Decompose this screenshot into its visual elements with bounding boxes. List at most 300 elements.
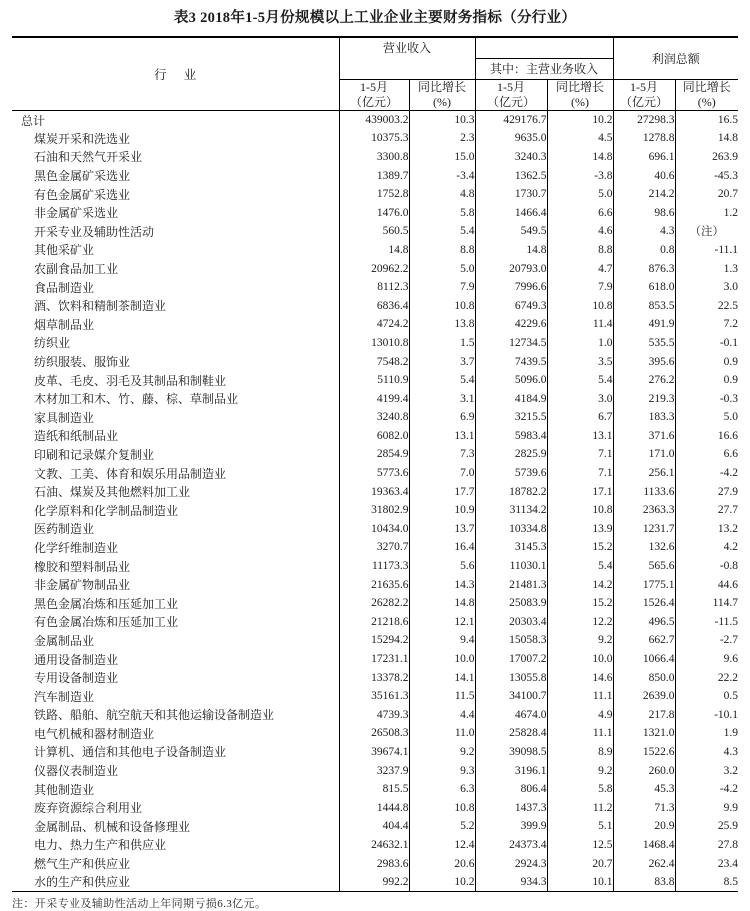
row-profit-value: 371.6 [613,427,675,446]
table-row [12,241,738,260]
row-profit-growth: -0.8 [675,557,738,576]
row-revenue-value: 39674.1 [339,743,409,762]
table-row [12,334,738,353]
row-revenue-growth: 7.9 [409,278,475,297]
row-profit-value: 1278.8 [613,129,675,148]
row-revenue-growth: 10.8 [409,296,475,315]
row-profit-growth: -4.2 [675,780,738,799]
row-profit-value: 214.2 [613,185,675,204]
row-main-revenue-growth: 4.5 [547,129,613,148]
row-profit-growth: 9.9 [675,798,738,817]
table-row [12,501,738,520]
row-profit-growth: 6.6 [675,445,738,464]
row-revenue-growth: 20.6 [409,854,475,873]
row-revenue-growth: 17.7 [409,482,475,501]
row-main-revenue-growth: 14.2 [547,575,613,594]
row-industry-name: 医药制造业 [34,522,95,537]
header-group-row [12,37,738,59]
row-profit-growth: 1.9 [675,724,738,743]
row-industry-name: 酒、饮料和精制茶制造业 [34,299,167,314]
row-main-revenue-growth: 13.1 [547,427,613,446]
header-col-revenue-growth-line1: 同比增长 [418,80,467,94]
header-col-main-growth-line1: 同比增长 [556,80,605,94]
row-industry-name: 化学原料和化学制品制造业 [34,503,179,518]
table-row [12,780,738,799]
row-profit-growth: 27.8 [675,836,738,855]
row-revenue-growth: 5.2 [409,817,475,836]
row-profit-growth: （注） [675,222,738,241]
row-revenue-value: 1476.0 [339,203,409,222]
row-profit-value: 4.3 [613,222,675,241]
row-profit-value: 98.6 [613,203,675,222]
row-main-revenue-value: 2825.9 [475,445,547,464]
row-main-revenue-growth: 12.2 [547,613,613,632]
table-row [12,631,738,650]
row-main-revenue-growth: -3.8 [547,166,613,185]
row-main-revenue-value: 25083.9 [475,594,547,613]
row-profit-value: 171.0 [613,445,675,464]
table-row [12,296,738,315]
row-main-revenue-value: 3145.3 [475,538,547,557]
table-row [12,575,738,594]
row-main-revenue-value: 31134.2 [475,501,547,520]
row-revenue-growth: 6.9 [409,408,475,427]
row-revenue-growth: 9.4 [409,631,475,650]
row-industry-name: 石油、煤炭及其他燃料加工业 [34,485,191,500]
row-main-revenue-growth: 5.1 [547,817,613,836]
header-col-profit-growth [675,80,738,111]
row-profit-growth: 23.4 [675,854,738,873]
row-revenue-value: 2854.9 [339,445,409,464]
row-main-revenue-growth: 15.2 [547,594,613,613]
row-profit-value: 618.0 [613,278,675,297]
table-row [12,761,738,780]
row-profit-growth: -2.7 [675,631,738,650]
row-main-revenue-value: 25828.4 [475,724,547,743]
row-revenue-value: 15294.2 [339,631,409,650]
header-col-main-growth [547,80,613,111]
table-row [12,445,738,464]
table-row [12,724,738,743]
row-industry-name: 计算机、通信和其他电子设备制造业 [34,745,227,760]
row-profit-value: 2639.0 [613,687,675,706]
row-main-revenue-value: 24373.4 [475,836,547,855]
row-main-revenue-value: 39098.5 [475,743,547,762]
row-main-revenue-growth: 14.8 [547,148,613,167]
row-revenue-growth: 14.8 [409,594,475,613]
row-profit-growth: 22.5 [675,296,738,315]
row-main-revenue-value: 12734.5 [475,334,547,353]
row-profit-growth: 4.2 [675,538,738,557]
row-main-revenue-growth: 4.9 [547,706,613,725]
row-main-revenue-growth: 17.1 [547,482,613,501]
row-profit-value: 1133.6 [613,482,675,501]
row-profit-value: 45.3 [613,780,675,799]
row-revenue-growth: 5.8 [409,203,475,222]
row-main-revenue-value: 34100.7 [475,687,547,706]
row-profit-growth: 8.5 [675,873,738,892]
row-industry-name: 烟草制品业 [34,317,95,332]
row-main-revenue-growth: 11.4 [547,315,613,334]
row-revenue-value: 13378.2 [339,668,409,687]
row-main-revenue-value: 21481.3 [475,575,547,594]
row-revenue-growth: 6.3 [409,780,475,799]
row-main-revenue-growth: 3.0 [547,389,613,408]
header-col-profit-growth-unit: (%) [697,95,716,109]
row-revenue-growth: 16.4 [409,538,475,557]
row-revenue-value: 1752.8 [339,185,409,204]
row-industry-name: 铁路、船舶、航空航天和其他运输设备制造业 [34,708,275,723]
table-header [12,37,738,111]
row-revenue-value: 10434.0 [339,520,409,539]
row-industry-name: 纺织服装、服饰业 [34,355,131,370]
table-row [12,650,738,669]
row-profit-growth: 0.9 [675,371,738,390]
row-profit-growth: -45.3 [675,166,738,185]
table-row [12,259,738,278]
row-revenue-growth: 11.0 [409,724,475,743]
row-main-revenue-growth: 5.0 [547,185,613,204]
row-profit-value: 1468.4 [613,836,675,855]
row-industry-name: 食品制造业 [34,280,95,295]
header-col-profit-period [613,80,675,111]
row-profit-growth: -10.1 [675,706,738,725]
row-profit-value: 71.3 [613,798,675,817]
row-revenue-value: 10375.3 [339,129,409,148]
row-revenue-value: 1444.8 [339,798,409,817]
row-revenue-value: 19363.4 [339,482,409,501]
row-revenue-value: 7548.2 [339,352,409,371]
table-row [12,129,738,148]
row-revenue-growth: 10.0 [409,650,475,669]
row-revenue-value: 815.5 [339,780,409,799]
row-industry-name: 通用设备制造业 [34,652,119,667]
row-main-revenue-value: 1466.4 [475,203,547,222]
table-row [12,111,738,130]
row-industry-name: 黑色金属冶炼和压延加工业 [34,596,179,611]
row-revenue-value: 31802.9 [339,501,409,520]
row-profit-value: 276.2 [613,371,675,390]
row-main-revenue-value: 6749.3 [475,296,547,315]
table-row [12,594,738,613]
row-revenue-value: 439003.2 [339,111,409,130]
header-col-revenue-period [339,80,409,111]
table-row [12,166,738,185]
row-profit-growth: -0.1 [675,334,738,353]
table-row [12,408,738,427]
row-profit-value: 1522.6 [613,743,675,762]
row-main-revenue-value: 14.8 [475,241,547,260]
row-main-revenue-value: 806.4 [475,780,547,799]
row-revenue-value: 4724.2 [339,315,409,334]
table-row [12,798,738,817]
row-industry-name: 家具制造业 [34,410,95,425]
row-main-revenue-value: 15058.3 [475,631,547,650]
row-main-revenue-value: 934.3 [475,873,547,892]
row-revenue-value: 2983.6 [339,854,409,873]
header-col-main-period [475,80,547,111]
header-group-total-profit: 利润总额 [613,37,738,80]
header-operating-revenue-spacer [339,59,475,80]
row-industry-name: 木材加工和木、竹、藤、棕、草制品业 [34,392,239,407]
row-industry-name: 废弃资源综合利用业 [34,801,143,816]
row-industry-name: 电力、热力生产和供应业 [34,838,167,853]
row-profit-value: 876.3 [613,259,675,278]
row-industry-name: 煤炭开采和洗选业 [34,131,131,146]
row-main-revenue-growth: 8.8 [547,241,613,260]
row-main-revenue-value: 13055.8 [475,668,547,687]
row-revenue-value: 24632.1 [339,836,409,855]
row-industry-name: 开采专业及辅助性活动 [34,224,155,239]
row-main-revenue-value: 1730.7 [475,185,547,204]
row-main-revenue-growth: 7.9 [547,278,613,297]
row-revenue-value: 3270.7 [339,538,409,557]
row-main-revenue-value: 7439.5 [475,352,547,371]
row-revenue-growth: 10.2 [409,873,475,892]
row-revenue-growth: 12.4 [409,836,475,855]
row-revenue-value: 3237.9 [339,761,409,780]
row-industry-name: 橡胶和塑料制品业 [34,559,131,574]
row-industry-name: 黑色金属矿采选业 [34,169,131,184]
row-main-revenue-value: 4674.0 [475,706,547,725]
row-revenue-value: 21635.6 [339,575,409,594]
row-revenue-growth: 13.1 [409,427,475,446]
row-profit-growth: 20.7 [675,185,738,204]
row-profit-value: 1321.0 [613,724,675,743]
row-profit-value: 132.6 [613,538,675,557]
row-revenue-growth: 13.8 [409,315,475,334]
row-industry-name: 金属制品业 [34,633,95,648]
table-row [12,389,738,408]
row-profit-growth: 9.6 [675,650,738,669]
table-row [12,668,738,687]
financial-indicators-table [12,36,738,892]
table-body [12,111,738,892]
row-profit-value: 83.8 [613,873,675,892]
table-container [12,36,738,892]
row-profit-growth: 14.8 [675,129,738,148]
row-main-revenue-growth: 5.4 [547,557,613,576]
row-main-revenue-value: 11030.1 [475,557,547,576]
table-row [12,352,738,371]
row-revenue-growth: -3.4 [409,166,475,185]
row-industry-name: 皮革、毛皮、羽毛及其制品和制鞋业 [34,373,227,388]
row-revenue-growth: 12.1 [409,613,475,632]
row-revenue-value: 5773.6 [339,464,409,483]
row-revenue-value: 5110.9 [339,371,409,390]
table-row [12,557,738,576]
row-main-revenue-value: 1362.5 [475,166,547,185]
row-industry-name: 石油和天然气开采业 [34,150,143,165]
table-row [12,427,738,446]
row-main-revenue-value: 9635.0 [475,129,547,148]
table-row [12,278,738,297]
header-col-profit-period-unit: （亿元） [620,95,669,109]
row-revenue-value: 4199.4 [339,389,409,408]
row-revenue-growth: 10.9 [409,501,475,520]
row-main-revenue-growth: 4.7 [547,259,613,278]
row-profit-growth: 22.2 [675,668,738,687]
row-main-revenue-value: 3240.3 [475,148,547,167]
row-main-revenue-growth: 7.1 [547,445,613,464]
row-industry-name: 专用设备制造业 [34,671,119,686]
row-main-revenue-value: 20303.4 [475,613,547,632]
row-profit-value: 1526.4 [613,594,675,613]
row-revenue-value: 8112.3 [339,278,409,297]
row-revenue-growth: 11.5 [409,687,475,706]
row-profit-growth: 44.6 [675,575,738,594]
table-row [12,743,738,762]
row-industry-name: 造纸和纸制品业 [34,429,119,444]
row-revenue-growth: 5.0 [409,259,475,278]
row-revenue-growth: 15.0 [409,148,475,167]
row-main-revenue-growth: 10.8 [547,501,613,520]
header-col-main-period-line1: 1-5月 [497,80,526,94]
row-revenue-value: 11173.3 [339,557,409,576]
row-revenue-growth: 8.8 [409,241,475,260]
row-revenue-value: 992.2 [339,873,409,892]
row-profit-value: 1066.4 [613,650,675,669]
row-industry-name: 纺织业 [34,336,71,351]
table-row [12,706,738,725]
row-profit-growth: 16.6 [675,427,738,446]
row-industry-name: 仪器仪表制造业 [34,764,119,779]
row-main-revenue-growth: 10.8 [547,296,613,315]
row-revenue-growth: 1.5 [409,334,475,353]
row-main-revenue-growth: 1.0 [547,334,613,353]
row-main-revenue-value: 429176.7 [475,111,547,130]
row-profit-value: 2363.3 [613,501,675,520]
row-profit-value: 565.6 [613,557,675,576]
row-main-revenue-value: 399.9 [475,817,547,836]
row-industry-name: 非金属矿物制品业 [34,578,131,593]
header-col-revenue-period-line1: 1-5月 [360,80,388,94]
row-main-revenue-growth: 9.2 [547,631,613,650]
row-main-revenue-value: 2924.3 [475,854,547,873]
row-main-revenue-growth: 12.5 [547,836,613,855]
row-industry-name: 农副食品加工业 [34,262,119,277]
row-revenue-value: 6082.0 [339,427,409,446]
row-revenue-growth: 7.3 [409,445,475,464]
row-main-revenue-growth: 15.2 [547,538,613,557]
table-row [12,482,738,501]
table-row [12,464,738,483]
row-profit-value: 662.7 [613,631,675,650]
table-row [12,687,738,706]
header-group-operating-revenue: 营业收入 [339,37,475,59]
table-row [12,148,738,167]
row-industry-name: 金属制品、机械和设备修理业 [34,819,191,834]
row-main-revenue-growth: 10.0 [547,650,613,669]
row-main-revenue-value: 5096.0 [475,371,547,390]
table-row [12,520,738,539]
row-revenue-growth: 5.6 [409,557,475,576]
table-row [12,854,738,873]
row-main-revenue-value: 4229.6 [475,315,547,334]
row-main-revenue-value: 549.5 [475,222,547,241]
table-row [12,315,738,334]
row-main-revenue-value: 7996.6 [475,278,547,297]
row-profit-growth: 13.2 [675,520,738,539]
row-main-revenue-growth: 5.8 [547,780,613,799]
row-main-revenue-growth: 11.2 [547,798,613,817]
row-industry-name: 燃气生产和供应业 [34,857,131,872]
row-revenue-value: 3300.8 [339,148,409,167]
header-col-revenue-growth-unit: (%) [433,95,451,109]
row-main-revenue-growth: 6.7 [547,408,613,427]
row-revenue-growth: 4.4 [409,706,475,725]
row-profit-growth: 7.2 [675,315,738,334]
header-col-profit-growth-line1: 同比增长 [682,80,731,94]
header-industry: 行 业 [154,68,204,82]
row-profit-value: 0.8 [613,241,675,260]
row-profit-growth: -0.3 [675,389,738,408]
row-profit-value: 491.9 [613,315,675,334]
row-main-revenue-growth: 3.5 [547,352,613,371]
row-revenue-value: 17231.1 [339,650,409,669]
row-main-revenue-value: 3215.5 [475,408,547,427]
row-profit-value: 395.6 [613,352,675,371]
row-industry-name: 其他采矿业 [34,243,95,258]
row-profit-growth: 5.0 [675,408,738,427]
row-revenue-growth: 13.7 [409,520,475,539]
row-main-revenue-growth: 13.9 [547,520,613,539]
row-main-revenue-growth: 10.1 [547,873,613,892]
row-profit-value: 217.8 [613,706,675,725]
row-profit-value: 183.3 [613,408,675,427]
row-revenue-value: 35161.3 [339,687,409,706]
row-profit-growth: 263.9 [675,148,738,167]
row-industry-name: 总计 [12,111,339,130]
row-main-revenue-growth: 6.6 [547,203,613,222]
row-profit-value: 535.5 [613,334,675,353]
row-main-revenue-growth: 20.7 [547,854,613,873]
row-industry-name: 印刷和记录媒介复制业 [34,447,155,462]
row-profit-value: 20.9 [613,817,675,836]
row-profit-growth: -11.5 [675,613,738,632]
row-revenue-value: 26282.2 [339,594,409,613]
row-revenue-growth: 10.8 [409,798,475,817]
row-main-revenue-value: 4184.9 [475,389,547,408]
row-revenue-value: 6836.4 [339,296,409,315]
table-row [12,203,738,222]
row-profit-value: 256.1 [613,464,675,483]
row-profit-growth: 25.9 [675,817,738,836]
row-revenue-value: 1389.7 [339,166,409,185]
row-revenue-growth: 3.1 [409,389,475,408]
row-main-revenue-value: 5983.4 [475,427,547,446]
table-row [12,873,738,892]
row-revenue-growth: 14.1 [409,668,475,687]
table-row [12,185,738,204]
row-main-revenue-value: 10334.8 [475,520,547,539]
row-profit-growth: 114.7 [675,594,738,613]
row-revenue-value: 404.4 [339,817,409,836]
row-profit-value: 696.1 [613,148,675,167]
row-main-revenue-growth: 8.9 [547,743,613,762]
row-industry-name: 文教、工美、体育和娱乐用品制造业 [34,466,227,481]
row-main-revenue-growth: 11.1 [547,687,613,706]
header-col-profit-period-line1: 1-5月 [630,80,659,94]
row-revenue-growth: 4.8 [409,185,475,204]
row-revenue-growth: 2.3 [409,129,475,148]
row-profit-growth: -11.1 [675,241,738,260]
row-revenue-growth: 5.4 [409,371,475,390]
row-profit-value: 262.4 [613,854,675,873]
row-main-revenue-growth: 14.6 [547,668,613,687]
row-industry-name: 电气机械和器材制造业 [34,726,155,741]
row-main-revenue-value: 1437.3 [475,798,547,817]
